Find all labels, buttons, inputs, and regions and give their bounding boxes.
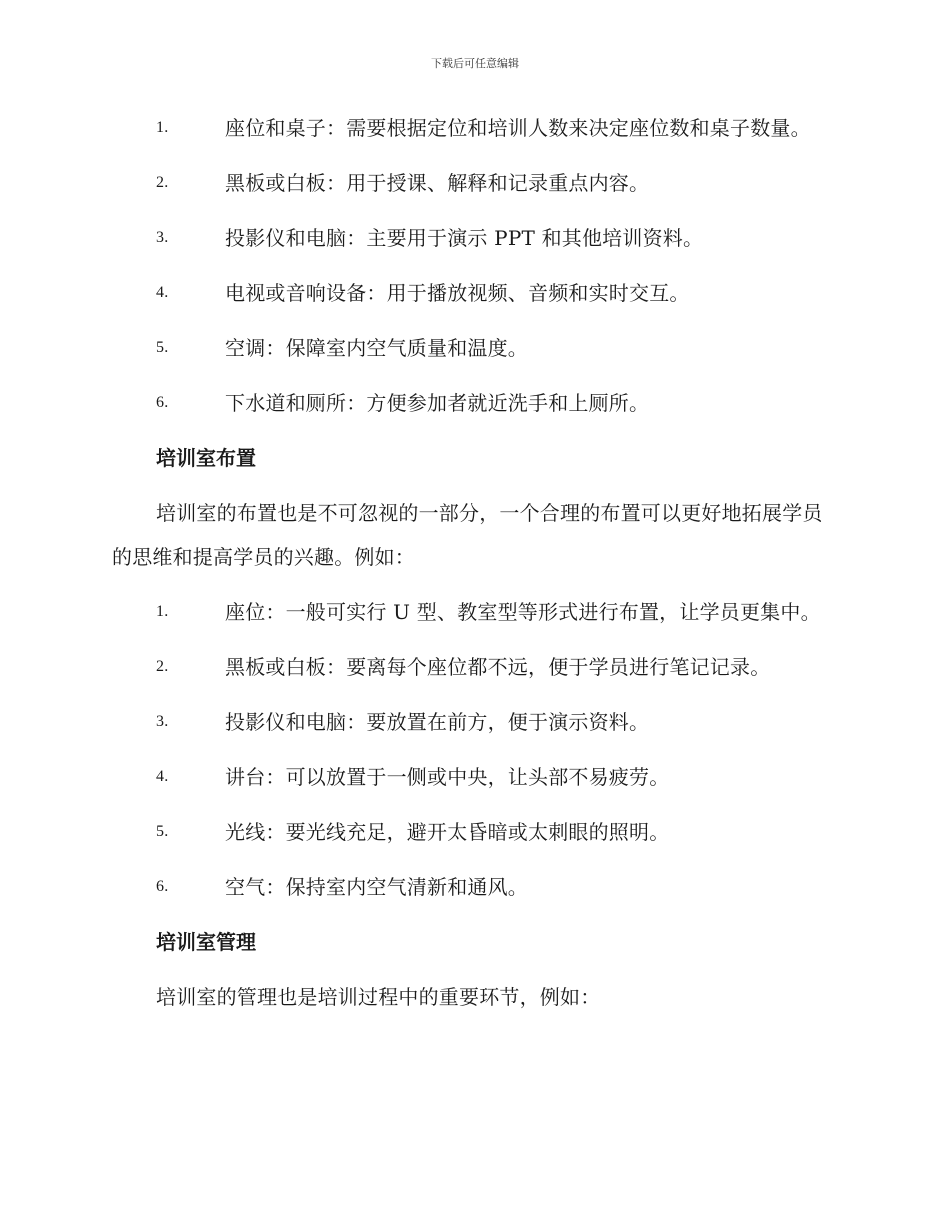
list-item — [112, 865, 834, 909]
list-item-text: 空气：保持室内空气清新和通风。 — [225, 875, 528, 899]
list-item-text: 座位和桌子：需要根据定位和培训人数来决定座位数和桌子数量。 — [225, 116, 811, 140]
list-item — [112, 381, 834, 425]
list-item-number: 3. — [156, 713, 169, 730]
list-item-text: 下水道和厕所：方便参加者就近洗手和上厕所。 — [225, 391, 650, 415]
page-header-note: 下载后可任意编辑 — [431, 57, 519, 70]
list-item-number: 5. — [156, 339, 169, 356]
section-heading: 培训室管理 — [156, 930, 256, 954]
list-item-text: 座位：一般可实行 U 型、教室型等形式进行布置，让学员更集中。 — [225, 600, 821, 624]
list-item-text: 光线：要光线充足，避开太昏暗或太刺眼的照明。 — [225, 820, 670, 844]
list-item-number: 6. — [156, 878, 169, 895]
list-item — [112, 810, 834, 854]
list-item — [112, 755, 834, 799]
list-item — [112, 161, 834, 205]
list-item — [112, 271, 834, 315]
list-item-text: 空调：保障室内空气质量和温度。 — [225, 336, 528, 360]
list-item — [112, 326, 834, 370]
list-item-number: 1. — [156, 119, 169, 136]
list-item-text: 电视或音响设备：用于播放视频、音频和实时交互。 — [225, 281, 690, 305]
list-item-number: 4. — [156, 284, 169, 301]
list-item-number: 1. — [156, 603, 169, 620]
list-item-text: 投影仪和电脑：要放置在前方，便于演示资料。 — [225, 710, 650, 734]
list-item-text: 黑板或白板：要离每个座位都不远，便于学员进行笔记记录。 — [225, 655, 771, 679]
section-intro-paragraph: 培训室的布置也是不可忽视的一部分，一个合理的布置可以更好地拓展学员的思维和提高学员的兴趣。例如： — [112, 501, 823, 569]
list-item-number: 2. — [156, 658, 169, 675]
list-item — [112, 645, 834, 689]
document-body — [112, 106, 834, 1030]
list-item-number: 4. — [156, 768, 169, 785]
list-item-text: 讲台：可以放置于一侧或中央，让头部不易疲劳。 — [225, 765, 670, 789]
list-item — [112, 216, 834, 260]
list-item-number: 6. — [156, 394, 169, 411]
list-item-text: 黑板或白板：用于授课、解释和记录重点内容。 — [225, 171, 650, 195]
list-item-number: 5. — [156, 823, 169, 840]
list-item-text: 投影仪和电脑：主要用于演示 PPT 和其他培训资料。 — [225, 226, 704, 250]
list-item-number: 2. — [156, 174, 169, 191]
section-intro-paragraph: 培训室的管理也是培训过程中的重要环节，例如： — [156, 985, 601, 1009]
section-heading: 培训室布置 — [156, 446, 256, 470]
list-item-number: 3. — [156, 229, 169, 246]
list-item — [112, 590, 834, 634]
list-item — [112, 106, 834, 150]
list-item — [112, 700, 834, 744]
